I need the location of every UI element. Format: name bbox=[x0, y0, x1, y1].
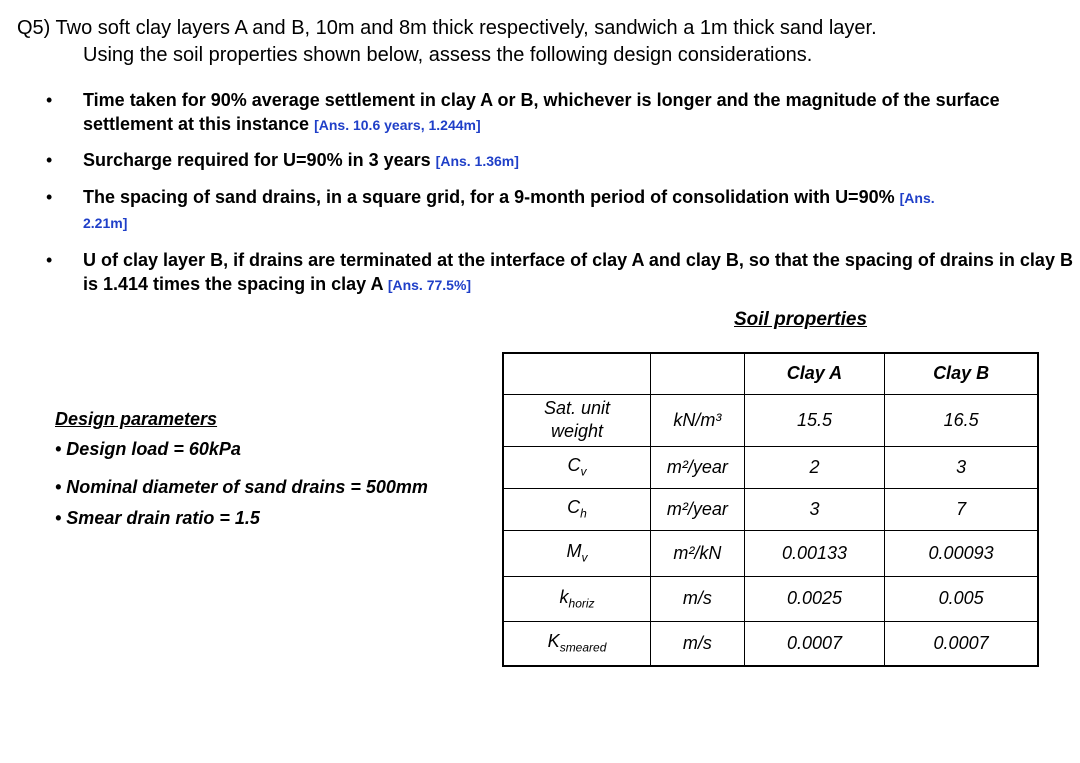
header-cell bbox=[651, 353, 745, 394]
clay-a-cell: 3 bbox=[744, 488, 884, 530]
property-subscript: horiz bbox=[568, 596, 595, 611]
clay-b-cell: 0.0007 bbox=[885, 621, 1038, 666]
header-clay-b: Clay B bbox=[885, 353, 1038, 394]
bullet-icon: • bbox=[46, 250, 53, 270]
clay-b-cell: 0.005 bbox=[885, 576, 1038, 621]
bullet-icon: • bbox=[46, 187, 53, 207]
property-symbol: K bbox=[547, 631, 560, 652]
property-symbol: C bbox=[567, 455, 581, 476]
unit-cell: m²/year bbox=[651, 488, 745, 530]
design-load: • Design load = 60kPa bbox=[55, 439, 241, 459]
clay-a-cell: 2 bbox=[744, 446, 884, 488]
property-cell bbox=[503, 530, 651, 576]
property-subscript: v bbox=[580, 464, 587, 479]
design-parameters-title: Design parameters bbox=[55, 409, 218, 429]
bullet-icon: • bbox=[46, 90, 53, 110]
property-subscript: h bbox=[580, 506, 587, 521]
clay-a-cell: 0.0007 bbox=[744, 621, 884, 666]
task-answer: [Ans. 77.5%] bbox=[387, 277, 472, 293]
smear-ratio: • Smear drain ratio = 1.5 bbox=[55, 508, 260, 528]
unit-cell: m/s bbox=[651, 621, 745, 666]
bullet-icon: • bbox=[46, 150, 53, 170]
task-text: The spacing of sand drains, in a square grid, for a 9-month period of consolidation with U=90% bbox=[83, 187, 895, 207]
soil-properties-table bbox=[502, 352, 1039, 667]
property-cell bbox=[503, 446, 651, 488]
unit-cell: kN/m³ bbox=[651, 394, 745, 446]
property-cell bbox=[503, 621, 651, 666]
property-symbol: k bbox=[559, 586, 569, 607]
task-text: Surcharge required for U=90% in 3 years bbox=[83, 150, 431, 170]
property-symbol: M bbox=[566, 541, 582, 562]
unit-cell: m²/year bbox=[651, 446, 745, 488]
task-answer: [Ans. 2.21m] bbox=[83, 190, 935, 231]
question-line-1: Q5) Two soft clay layers A and B, 10m and 8m thick respectively, sandwich a 1m thick sand layer. bbox=[17, 17, 877, 39]
table-row bbox=[503, 576, 1038, 621]
clay-b-cell: 0.00093 bbox=[885, 530, 1038, 576]
clay-b-cell: 3 bbox=[885, 446, 1038, 488]
property-cell bbox=[503, 488, 651, 530]
table-header-row bbox=[503, 353, 1038, 394]
clay-b-cell: 16.5 bbox=[885, 394, 1038, 446]
clay-a-cell: 0.00133 bbox=[744, 530, 884, 576]
table-row bbox=[503, 488, 1038, 530]
task-text: U of clay layer B, if drains are terminated at the interface of clay A and clay B, so that the spacing of drains in clay B is 1.414 times the spacing in clay A bbox=[83, 250, 1073, 294]
unit-cell: m²/kN bbox=[651, 530, 745, 576]
task-answer: [Ans. 10.6 years, 1.244m] bbox=[314, 117, 481, 133]
property-cell bbox=[503, 394, 651, 446]
task-item bbox=[0, 88, 1075, 137]
clay-a-cell: 0.0025 bbox=[744, 576, 884, 621]
drain-diameter: • Nominal diameter of sand drains = 500mm bbox=[55, 477, 428, 497]
table-row bbox=[503, 446, 1038, 488]
task-item bbox=[0, 248, 1075, 297]
header-cell bbox=[503, 353, 651, 394]
property-subscript: v bbox=[581, 550, 588, 565]
property-cell bbox=[503, 576, 651, 621]
table-row bbox=[503, 394, 1038, 446]
task-item bbox=[0, 148, 519, 173]
question-intro bbox=[17, 15, 1067, 69]
unit-cell: m/s bbox=[651, 576, 745, 621]
task-text: Time taken for 90% average settlement in clay A or B, whichever is longer and the magnitude of the surface settlement at this instance bbox=[83, 90, 1000, 134]
task-answer: [Ans. 1.36m] bbox=[435, 153, 519, 169]
table-row bbox=[503, 530, 1038, 576]
soil-properties-title: Soil properties bbox=[734, 309, 868, 330]
clay-a-cell: 15.5 bbox=[744, 394, 884, 446]
table-row bbox=[503, 621, 1038, 666]
clay-b-cell: 7 bbox=[885, 488, 1038, 530]
property-symbol: C bbox=[567, 497, 581, 518]
header-clay-a: Clay A bbox=[744, 353, 884, 394]
property-name: Sat. unit weight bbox=[543, 398, 611, 441]
question-line-2: Using the soil properties shown below, assess the following design considerations. bbox=[83, 44, 813, 66]
task-item bbox=[0, 185, 943, 235]
property-subscript: smeared bbox=[559, 641, 607, 656]
